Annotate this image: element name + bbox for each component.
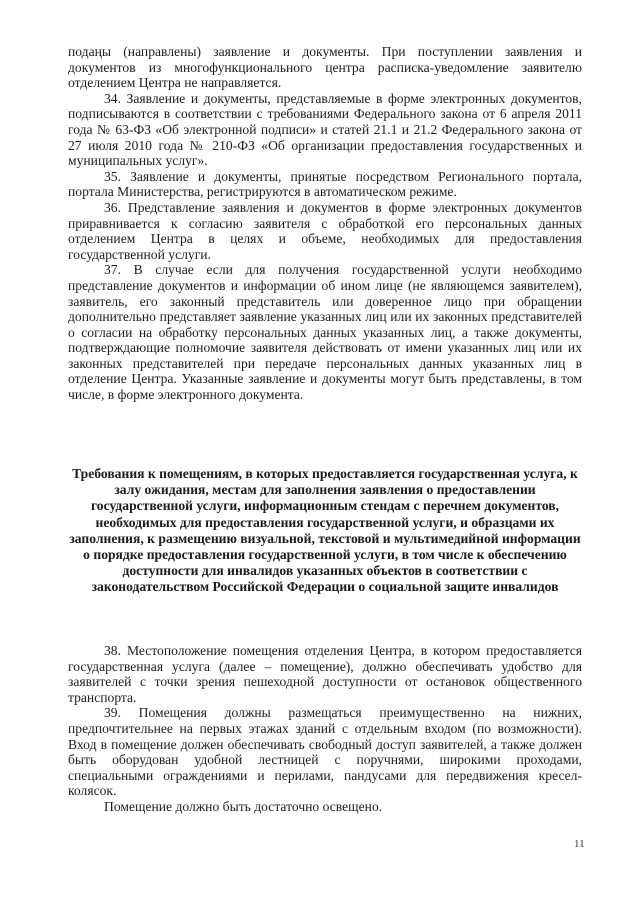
paragraph-35: 35. Заявление и документы, принятые посредством Регионального портала, портала Министерства, регистрируются в автоматическом режиме. <box>68 168 582 200</box>
text-block-top <box>68 44 582 403</box>
paragraph-lighting: Помещение должно быть достаточно освещено. <box>104 798 383 814</box>
paragraph-37: 37. В случае если для получения государственной услуги необходимо представление документов и информации об ином лице (не являющемся заявителем), заявитель, его законный представитель или доверенное лицо при обращении дополнительно представляет заявление указанных лиц или их законных представителей о согласии на обработку персональных данных указанных лиц, а также документы, подтверждающие полномочие заявителя действовать от имени указанных лиц или их законных представителей при передаче персональных данных указанных лиц в отделение Центра. Указанные заявление и документы могут быть представлены, в том числе, в форме электронного документа. <box>68 262 582 403</box>
paragraph-39: 39. Помещения должны размещаться преимущественно на нижних, предпочтительнее на первых этажах зданий с отдельным входом (по возможности). Вход в помещение должен обеспечивать свободный доступ заявителей, а также должен быть оборудован удобной лестницей с поручнями, широкими проходами, специальными ограждениями и перилами, пандусами для передвижения кресел-колясок. <box>68 705 582 799</box>
page-number: 11 <box>574 838 585 850</box>
section-heading: Требования к помещениям, в которых предоставляется государственная услуга, к залу ожидания, местам для заполнения заявления о предоставлении государственной услуги, информационным стендам с перечнем документов, необходимых для предоставления государственной услуги, и образцами их заполнения, к размещению визуальной, текстовой и мультимедийной информации о порядке предоставления государственной услуги, в том числе к обеспечению доступности для инвалидов указанных объектов в соответствии с законодательством Российской Федерации о социальной защите инвалидов <box>69 466 581 595</box>
paragraph-38: 38. Местоположение помещения отделения Центра, в котором предоставляется государственная услуга (далее – помещение), должно обеспечивать удобство для заявителей с точки зрения пешеходной доступности от остановок общественного транспорта. <box>68 643 582 705</box>
paragraph-36: 36. Представление заявления и документов в форме электронных документов приравнивается к согласию заявителя с обработкой его персональных данных отделением Центра в целях и объеме, необходимых для предоставления государственной услуги. <box>68 199 582 262</box>
paragraph-continuation: подаңы (направлены) заявление и документы. При поступлении заявления и документов из многофункционального центра расписка-уведомление заявителю отделением Центра не направляется. <box>68 44 582 91</box>
paragraph-34: 34. Заявление и документы, представляемые в форме электронных документов, подписываются в соответствии с требованиями Федерального закона от 6 апреля 2011 года № 63-ФЗ «Об электронной подписи» и статей 21.1 и 21.2 Федерального закона от 27 июля 2010 года № 210-ФЗ «Об организации предоставления государственных и муниципальных услуг». <box>68 90 582 169</box>
text-block-bottom <box>68 643 582 815</box>
